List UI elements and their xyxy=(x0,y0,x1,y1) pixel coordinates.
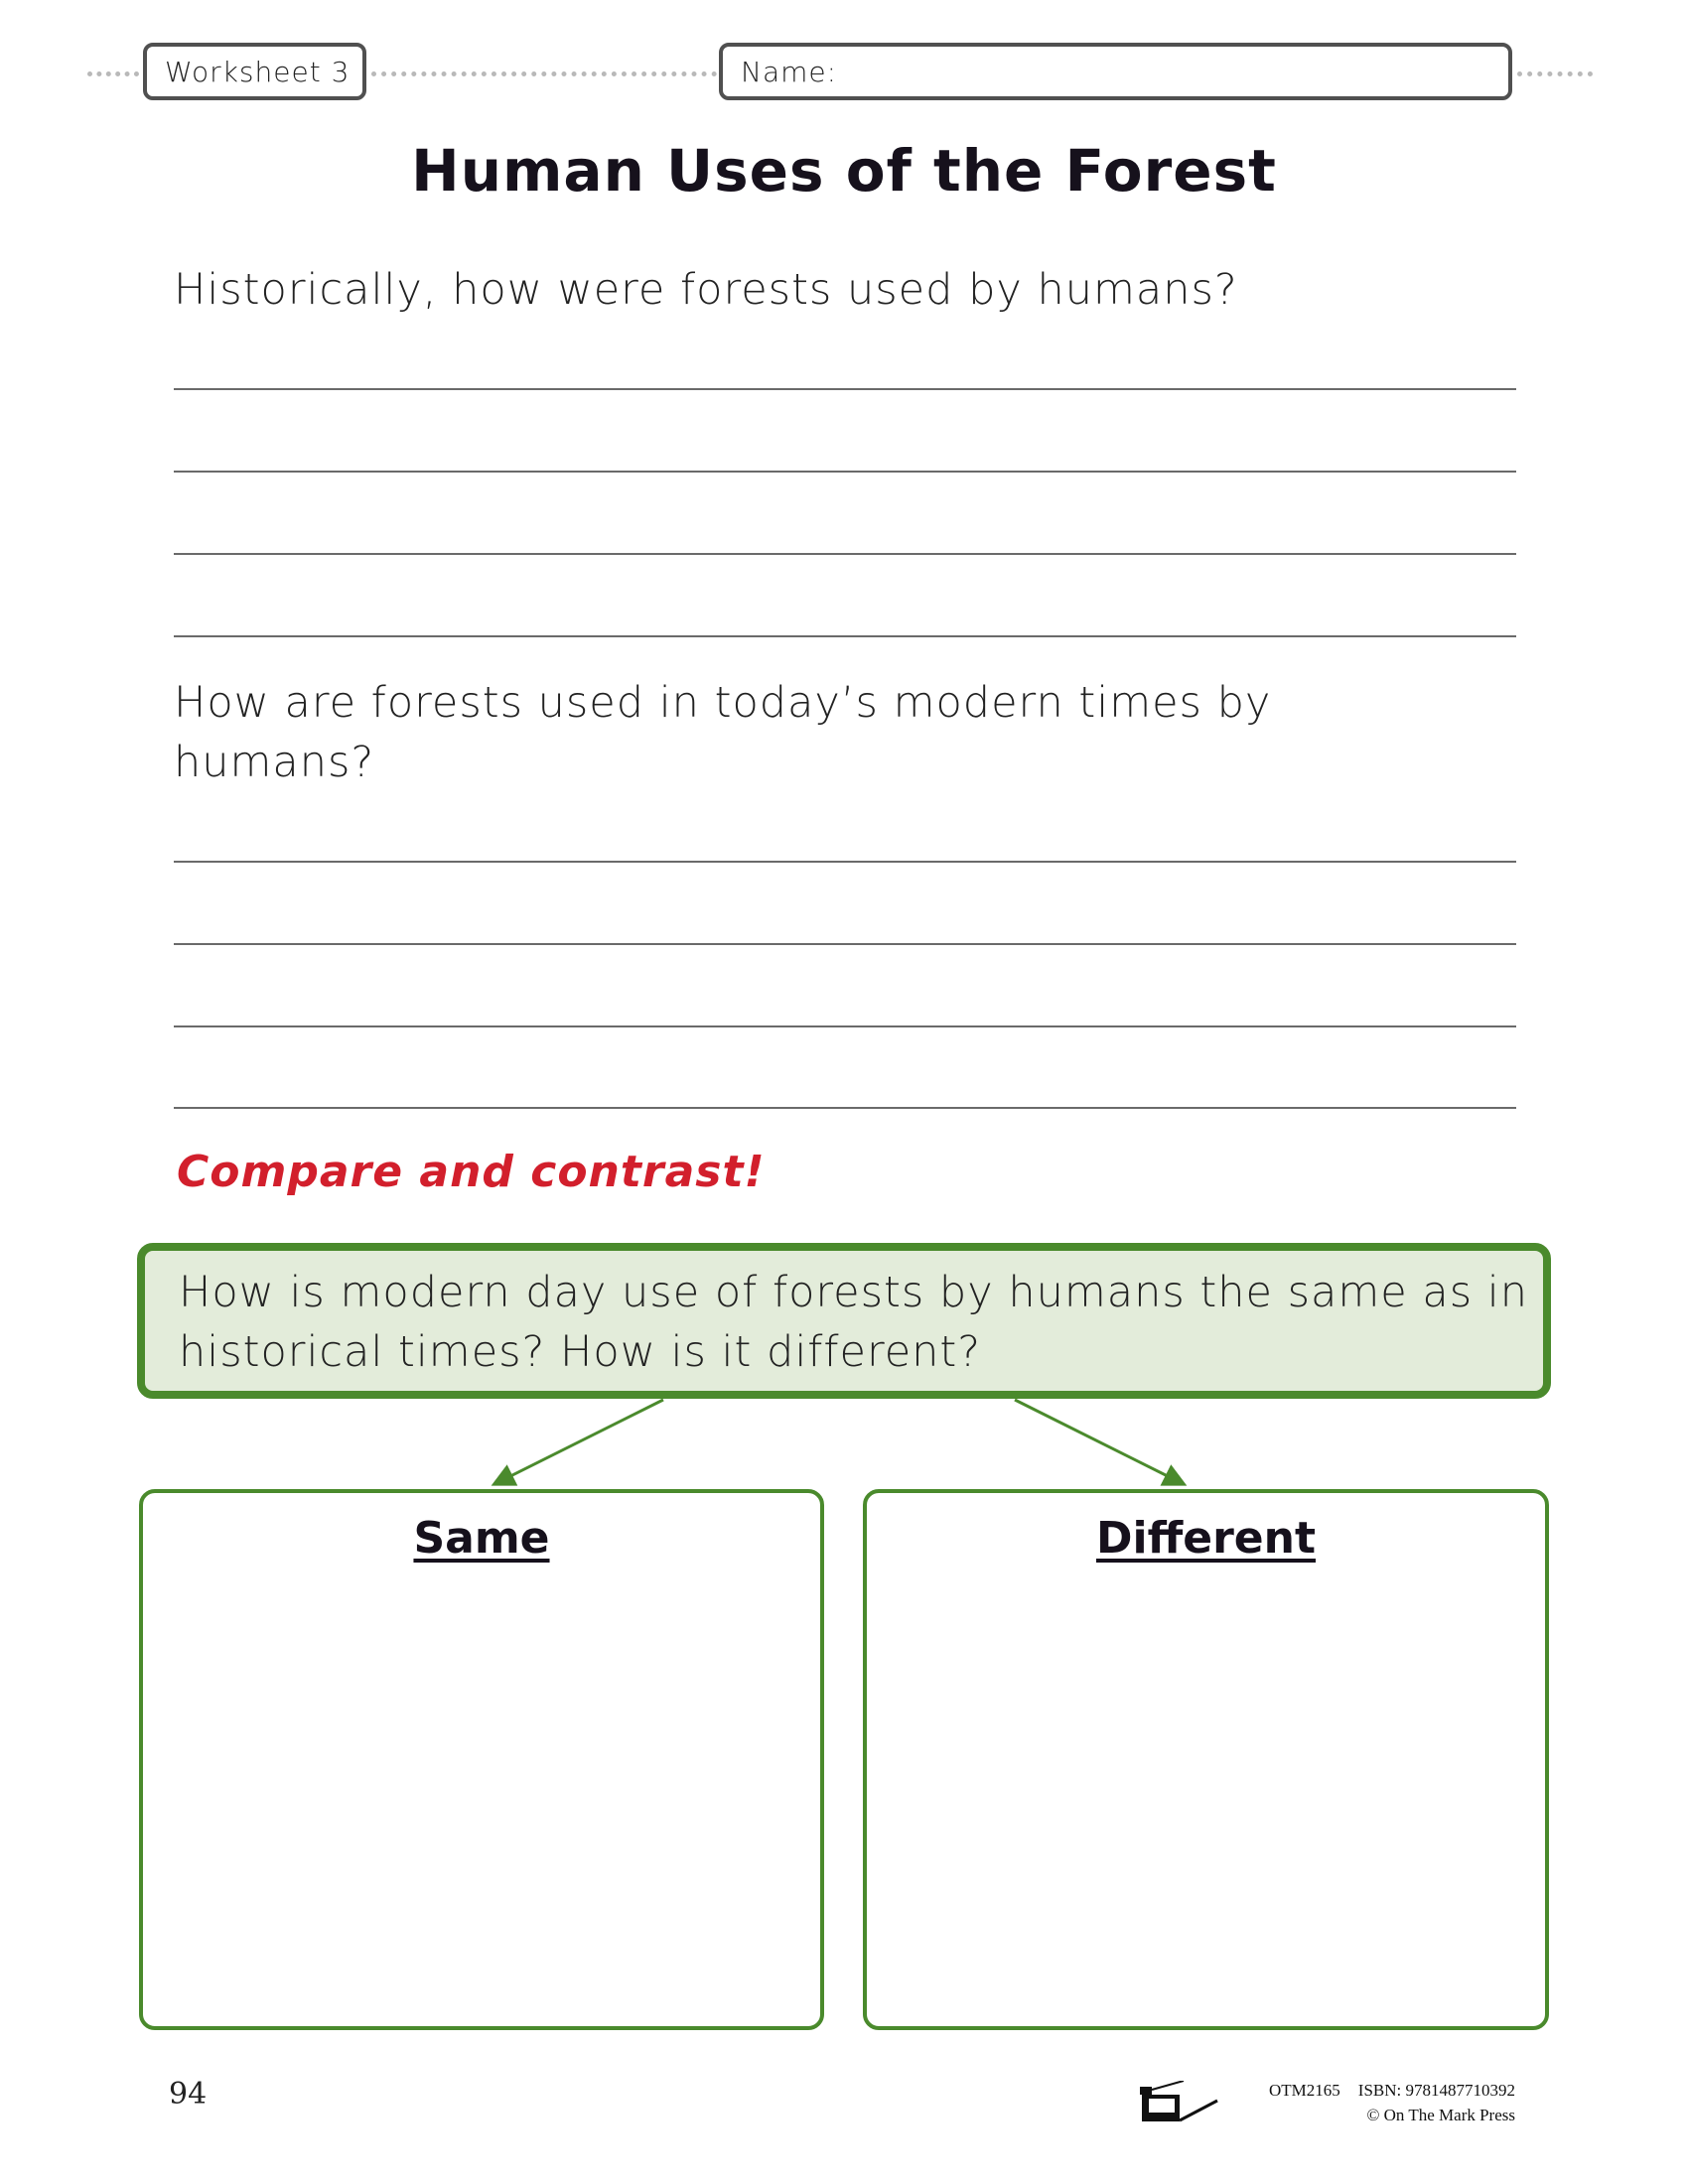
compare-prompt: How is modern day use of forests by humans the same as in historical times? How is it different? xyxy=(179,1268,1529,1377)
different-box[interactable] xyxy=(863,1489,1549,2030)
same-box[interactable] xyxy=(139,1489,824,2030)
copyright: © On The Mark Press xyxy=(1366,2106,1515,2124)
page-number: 94 xyxy=(169,2077,208,2112)
same-label: Same xyxy=(413,1513,550,1564)
worksheet-label: Worksheet 3 xyxy=(165,56,351,88)
answer-line[interactable] xyxy=(174,388,1516,390)
question-2: How are forests used in today’s modern times by humans? xyxy=(174,678,1272,787)
different-label: Different xyxy=(1096,1513,1316,1564)
header-dotted-rule xyxy=(1517,71,1593,76)
header-dotted-rule xyxy=(87,71,139,76)
name-field[interactable] xyxy=(719,43,1512,100)
worksheet-label-box xyxy=(143,43,366,100)
product-code: OTM2165 xyxy=(1269,2081,1340,2100)
copier-logo-icon xyxy=(1140,2081,1219,2122)
compare-heading: Compare and contrast! xyxy=(177,1147,766,1197)
header-dotted-rule xyxy=(371,71,717,76)
question-1: Historically, how were forests used by humans? xyxy=(174,265,1238,315)
answer-line[interactable] xyxy=(174,943,1516,945)
compare-prompt-box xyxy=(137,1243,1551,1399)
answer-line[interactable] xyxy=(174,1025,1516,1027)
publisher-info xyxy=(1251,2078,1515,2127)
answer-line[interactable] xyxy=(174,861,1516,863)
answer-line[interactable] xyxy=(174,635,1516,637)
isbn: ISBN: 9781487710392 xyxy=(1357,2081,1515,2100)
answer-line[interactable] xyxy=(174,1107,1516,1109)
name-label: Name: xyxy=(741,56,838,88)
connector-arrows-icon xyxy=(0,1390,1688,1499)
page-title: Human Uses of the Forest xyxy=(411,137,1277,205)
answer-line[interactable] xyxy=(174,471,1516,473)
answer-line[interactable] xyxy=(174,553,1516,555)
